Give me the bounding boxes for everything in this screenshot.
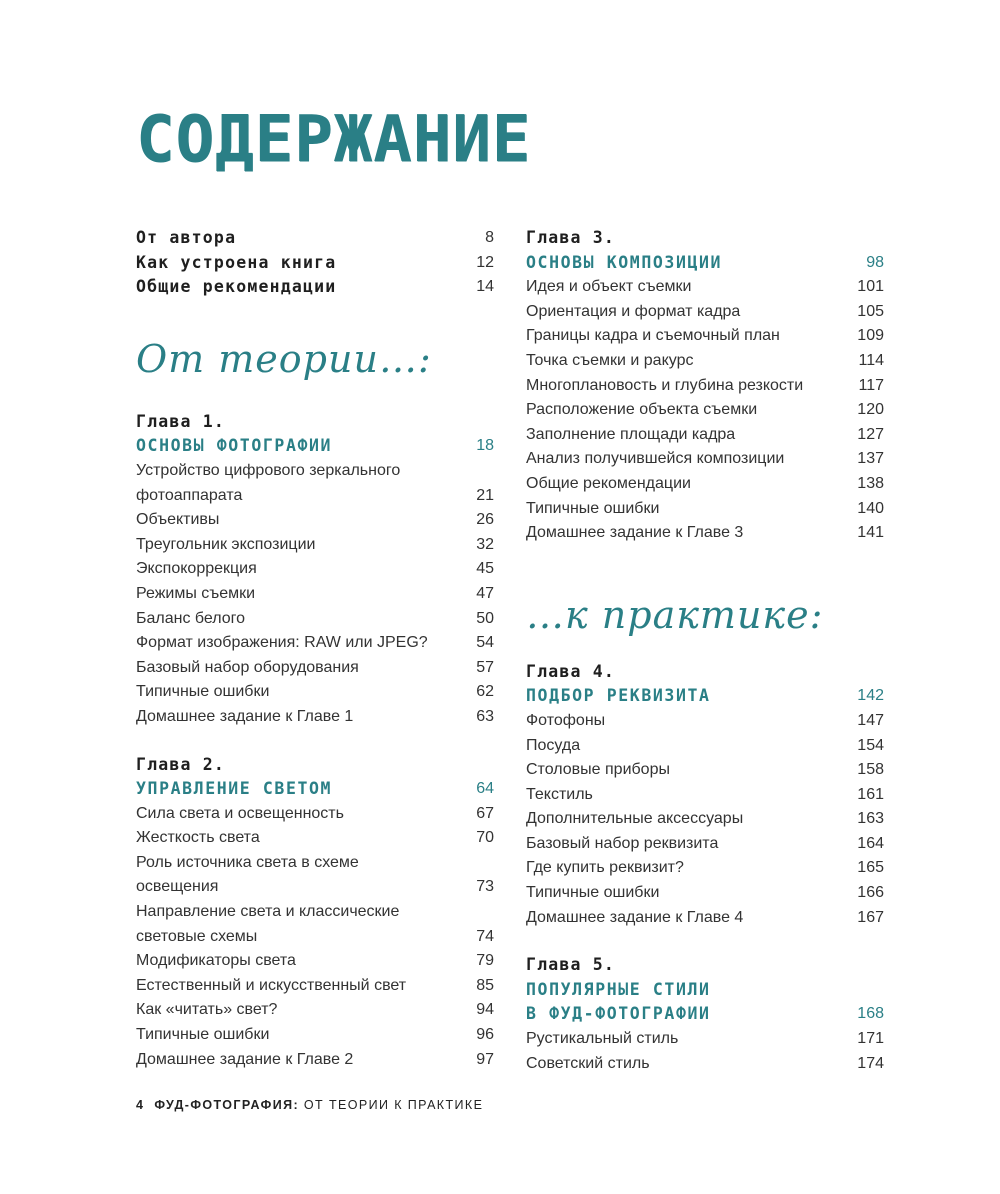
toc-entry[interactable]: От автора 8 — [136, 226, 494, 251]
toc-entry[interactable] — [136, 557, 494, 582]
chapter-3-title[interactable]: ОСНОВЫ КОМПОЗИЦИИ 98 — [526, 251, 884, 276]
page-number: 158 — [857, 761, 884, 779]
page-number: 67 — [476, 804, 494, 822]
page-number: 164 — [857, 834, 884, 852]
toc-entry[interactable] — [526, 807, 884, 832]
page-number: 140 — [857, 499, 884, 517]
toc-entry[interactable] — [136, 802, 494, 827]
toc-entry-label: Домашнее задание к Главе 4 — [526, 908, 744, 926]
page-number: 137 — [857, 450, 884, 468]
toc-entry[interactable] — [526, 349, 884, 374]
page-number: 174 — [857, 1054, 884, 1072]
toc-entry[interactable] — [136, 1023, 494, 1048]
page-number: 32 — [476, 535, 494, 553]
chapter-2-label: Глава 2. — [136, 754, 226, 774]
toc-entry-label: Модификаторы света — [136, 952, 296, 970]
page-number: 79 — [476, 952, 494, 970]
page-number: 63 — [476, 707, 494, 725]
toc-entry-label: фотоаппарата — [136, 486, 243, 504]
page-number: 74 — [476, 927, 494, 945]
toc-entry-label: Рустикальный стиль — [526, 1030, 679, 1048]
toc-right-column — [526, 226, 884, 1076]
toc-entry-label: световые схемы — [136, 927, 258, 945]
page-footer — [136, 1098, 483, 1112]
toc-entry[interactable] — [526, 374, 884, 399]
toc-entry[interactable] — [136, 680, 494, 705]
toc-entry-label: Как «читать» свет? — [136, 1001, 278, 1019]
toc-entry-label: Роль источника света в схеме — [136, 853, 359, 871]
toc-entry-label: Режимы съемки — [136, 584, 256, 602]
chapter-4-label: Глава 4. — [526, 661, 616, 681]
toc-entry-label: Типичные ошибки — [526, 499, 660, 517]
page-number: 117 — [858, 376, 884, 394]
page-number: 114 — [858, 351, 884, 369]
toc-entry[interactable] — [136, 631, 494, 656]
toc-entry[interactable] — [136, 484, 494, 509]
page-number: 127 — [857, 425, 884, 443]
toc-entry[interactable] — [136, 533, 494, 558]
footer-book-subtitle: ОТ ТЕОРИИ К ПРАКТИКЕ — [303, 1098, 484, 1112]
practice-heading: …к практике: — [526, 592, 824, 637]
toc-entry[interactable] — [136, 974, 494, 999]
toc-entry[interactable] — [526, 275, 884, 300]
toc-entry[interactable] — [526, 734, 884, 759]
chapter-1-title[interactable]: ОСНОВЫ ФОТОГРАФИИ 18 — [136, 434, 494, 459]
toc-entry[interactable] — [526, 832, 884, 857]
chapter-2-items — [136, 802, 494, 1073]
page-number: 47 — [476, 584, 494, 602]
toc-entry-label: Формат изображения: RAW или JPEG? — [136, 634, 428, 652]
page-number: 50 — [476, 609, 494, 627]
toc-entry[interactable] — [526, 758, 884, 783]
chapter-1-label: Глава 1. — [136, 411, 226, 431]
page-number: 97 — [476, 1050, 494, 1068]
toc-entry-label: Идея и объект съемки — [526, 278, 692, 296]
toc-entry[interactable] — [526, 906, 884, 931]
page-number: 70 — [476, 829, 494, 847]
page-title: СОДЕРЖАНИЕ — [136, 103, 532, 177]
toc-entry-label: Типичные ошибки — [136, 683, 270, 701]
footer-book-title: ФУД-ФОТОГРАФИЯ: — [154, 1098, 300, 1112]
toc-entry[interactable] — [526, 881, 884, 906]
toc-entry[interactable] — [526, 497, 884, 522]
chapter-5-title-line-2[interactable]: В ФУД-ФОТОГРАФИИ 168 — [526, 1002, 884, 1027]
page-number: 85 — [476, 976, 494, 994]
toc-entry[interactable] — [136, 582, 494, 607]
toc-entry-label: Типичные ошибки — [526, 884, 660, 902]
chapter-5-title-line-1[interactable]: ПОПУЛЯРНЫЕ СТИЛИ — [526, 979, 711, 999]
toc-entry-label: Текстиль — [526, 785, 593, 803]
toc-entry-label: Границы кадра и съемочный план — [526, 327, 780, 345]
toc-left-column — [136, 226, 494, 1072]
footer-page-number: 4 — [136, 1098, 145, 1112]
page-number: 45 — [476, 560, 494, 578]
toc-entry[interactable] — [136, 607, 494, 632]
chapter-3-items — [526, 275, 884, 546]
page-number: 142 — [857, 687, 884, 705]
page-number: 73 — [476, 878, 494, 896]
toc-entry-label: Посуда — [526, 736, 581, 754]
toc-entry[interactable] — [526, 398, 884, 423]
chapter-1-items — [136, 459, 494, 730]
toc-entry-label: Базовый набор реквизита — [526, 834, 719, 852]
toc-entry-label: Столовые приборы — [526, 761, 670, 779]
page-number: 165 — [857, 859, 884, 877]
toc-entry-label: освещения — [136, 878, 219, 896]
page-number: 163 — [857, 810, 884, 828]
toc-entry-label: Баланс белого — [136, 609, 246, 627]
chapter-4-title[interactable]: ПОДБОР РЕКВИЗИТА 142 — [526, 684, 884, 709]
toc-entry-label: Экспокоррекция — [136, 560, 257, 578]
toc-entry-label: Фотофоны — [526, 711, 606, 729]
page-number: 94 — [476, 1001, 494, 1019]
toc-entry-label: Сила света и освещенность — [136, 804, 344, 822]
toc-entry[interactable] — [136, 900, 494, 925]
toc-entry-label: Точка съемки и ракурс — [526, 351, 694, 369]
toc-entry[interactable] — [136, 998, 494, 1023]
toc-entry[interactable]: Как устроена книга 12 — [136, 251, 494, 276]
toc-entry-label: Треугольник экспозиции — [136, 535, 316, 553]
page-number: 21 — [476, 486, 494, 504]
page-number: 105 — [857, 302, 884, 320]
page-number: 161 — [857, 785, 884, 803]
chapter-5-label: Глава 5. — [526, 955, 616, 975]
toc-entry-label: Многоплановость и глубина резкости — [526, 376, 804, 394]
toc-entry-label: Дополнительные аксессуары — [526, 810, 744, 828]
toc-entry[interactable] — [136, 508, 494, 533]
chapter-3-label: Глава 3. — [526, 228, 616, 247]
toc-entry-label: Ориентация и формат кадра — [526, 302, 741, 320]
page-number: 171 — [857, 1030, 884, 1048]
chapter-5-items — [526, 1027, 884, 1076]
toc-entry[interactable] — [526, 709, 884, 734]
page-number: 168 — [857, 1005, 884, 1023]
page-number: 96 — [476, 1026, 494, 1044]
page-number: 64 — [476, 780, 494, 798]
page-number: 101 — [857, 278, 884, 296]
page-number: 141 — [857, 524, 884, 542]
toc-entry[interactable] — [136, 949, 494, 974]
toc-entry-label: Где купить реквизит? — [526, 859, 684, 877]
toc-entry-label: Домашнее задание к Главе 3 — [526, 524, 744, 542]
chapter-4-items — [526, 709, 884, 930]
toc-entry[interactable] — [526, 1052, 884, 1077]
toc-entry[interactable] — [136, 925, 494, 950]
toc-entry-label: Объективы — [136, 511, 220, 529]
intro-section — [136, 226, 494, 300]
chapter-2-title[interactable]: УПРАВЛЕНИЕ СВЕТОМ 64 — [136, 777, 494, 802]
toc-entry-label: Устройство цифрового зеркального — [136, 461, 401, 479]
page-number: 167 — [857, 908, 884, 926]
page-number: 62 — [476, 683, 494, 701]
toc-entry[interactable] — [526, 447, 884, 472]
theory-heading: От теории…: — [136, 336, 432, 381]
toc-entry[interactable] — [526, 521, 884, 546]
toc-entry-label: Общие рекомендации — [526, 474, 691, 492]
toc-entry[interactable] — [136, 875, 494, 900]
toc-entry[interactable] — [526, 1027, 884, 1052]
page-number: 57 — [476, 658, 494, 676]
toc-entry[interactable] — [136, 656, 494, 681]
page-number: 14 — [476, 278, 494, 296]
toc-entry-label: Расположение объекта съемки — [526, 401, 758, 419]
page-number: 8 — [485, 229, 494, 246]
toc-entry-label: Советский стиль — [526, 1054, 650, 1072]
toc-entry[interactable] — [526, 472, 884, 497]
page-number: 98 — [866, 253, 884, 271]
page-number: 147 — [857, 711, 884, 729]
toc-entry-label: Базовый набор оборудования — [136, 658, 359, 676]
page-number: 109 — [857, 327, 884, 345]
toc-entry[interactable] — [136, 851, 494, 876]
toc-entry[interactable] — [526, 783, 884, 808]
page-number: 26 — [476, 511, 494, 529]
toc-entry-label: Естественный и искусственный свет — [136, 976, 407, 994]
toc-entry-label: Типичные ошибки — [136, 1026, 270, 1044]
toc-entry-label: Заполнение площади кадра — [526, 425, 736, 443]
page-number: 18 — [476, 437, 494, 455]
toc-entry-label: Анализ получившейся композиции — [526, 450, 785, 468]
toc-entry[interactable] — [136, 705, 494, 730]
toc-entry[interactable]: Общие рекомендации 14 — [136, 275, 494, 300]
toc-entry-label: Направление света и классические — [136, 903, 400, 921]
toc-entry[interactable] — [136, 826, 494, 851]
toc-entry[interactable] — [526, 423, 884, 448]
page-number: 12 — [476, 253, 494, 271]
toc-entry[interactable] — [136, 1048, 494, 1073]
toc-entry[interactable] — [526, 856, 884, 881]
toc-entry-label: Жесткость света — [136, 829, 260, 847]
toc-entry[interactable] — [526, 324, 884, 349]
toc-entry-label: Домашнее задание к Главе 1 — [136, 707, 354, 725]
toc-entry[interactable] — [136, 459, 494, 484]
page-number: 54 — [476, 634, 494, 652]
page-number: 120 — [857, 401, 884, 419]
page-number: 138 — [857, 474, 884, 492]
page-number: 166 — [857, 884, 884, 902]
toc-entry-label: Домашнее задание к Главе 2 — [136, 1050, 354, 1068]
page-number: 154 — [857, 736, 884, 754]
toc-entry[interactable] — [526, 300, 884, 325]
